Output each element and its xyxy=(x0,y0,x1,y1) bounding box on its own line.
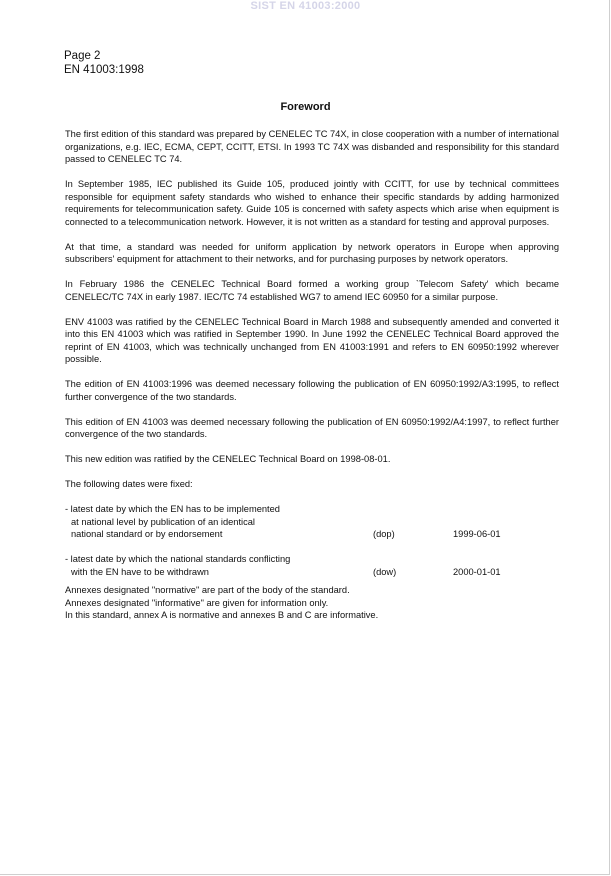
page-header xyxy=(64,49,144,77)
date-entry-line: national standard or by endorsement xyxy=(71,529,223,539)
date-code: (dow) xyxy=(373,566,397,577)
paragraph: At that time, a standard was needed for uniform application by network operators in Europe when approving subscribers' equipment for attachment to their networks, and for purchasing purposes by network operators. xyxy=(65,241,559,264)
paragraph: This new edition was ratified by the CENELEC Technical Board on 1998-08-01. xyxy=(65,454,391,464)
date-entry-dop xyxy=(65,503,559,541)
date-value: 2000-01-01 xyxy=(453,566,501,577)
date-entry-line: - latest date by which the EN has to be implemented xyxy=(65,504,280,514)
page-title: Foreword xyxy=(280,101,331,113)
date-entry-line: with the EN have to be withdrawn xyxy=(71,566,209,577)
watermark: SIST EN 41003:2000 xyxy=(250,0,361,12)
paragraph: The edition of EN 41003:1996 was deemed necessary following the publication of EN 60950:1992/A3:1995, to reflect further convergence of the two standards. xyxy=(65,379,559,402)
foreword-body xyxy=(65,128,559,622)
annex-note: Annexes designated "informative" are given for information only. xyxy=(65,597,329,608)
date-entry-line: - latest date by which the national standards conflicting xyxy=(65,554,291,564)
document-id: EN 41003:1998 xyxy=(64,64,144,76)
paragraph: The first edition of this standard was prepared by CENELEC TC 74X, in close cooperation with a number of international organizations, e.g. IEC, ECMA, CEPT, CCITT, ETSI. In 1993 TC 74X was disbanded and responsibility for this standard passed to CENELEC TC 74. xyxy=(65,129,559,164)
date-entry-line: at national level by publication of an identical xyxy=(71,516,255,527)
paragraph: The following dates were fixed: xyxy=(65,479,193,489)
annex-note: In this standard, annex A is normative and annexes B and C are informative. xyxy=(65,610,379,620)
annex-note: Annexes designated "normative" are part of the body of the standard. xyxy=(65,585,350,595)
page-number: Page 2 xyxy=(64,50,101,62)
paragraph: In September 1985, IEC published its Guide 105, produced jointly with CCITT, for use by technical committees responsible for equipment safety standards who wished to enhance their specific standards by adding harmonized requirements for telecommunication safety. Guide 105 is concerned with safety aspects which arise when equipment is connected to a telecommunication network. However, it is not written as a standard for testing and approval purposes. xyxy=(65,179,559,227)
paragraph: In February 1986 the CENELEC Technical Board formed a working group `Telecom Safety' which became CENELEC/TC 74X in early 1987. IEC/TC 74 established WG7 to amend IEC 60950 for a similar purpose. xyxy=(65,279,559,302)
paragraph: This edition of EN 41003 was deemed necessary following the publication of EN 60950:1992/A4:1997, to reflect further convergence of the two standards. xyxy=(65,416,559,439)
date-code: (dop) xyxy=(373,529,395,539)
date-value: 1999-06-01 xyxy=(453,529,501,539)
date-entry-dow xyxy=(65,553,559,578)
paragraph: ENV 41003 was ratified by the CENELEC Technical Board in March 1988 and subsequently amended and converted it into this EN 41003 which was ratified in September 1990. In June 1992 the CENELEC Technical Board approved the reprint of EN 41003, which was technically unchanged from EN 41003:1991 and refers to EN 60950:1992 wherever possible. xyxy=(65,316,559,364)
